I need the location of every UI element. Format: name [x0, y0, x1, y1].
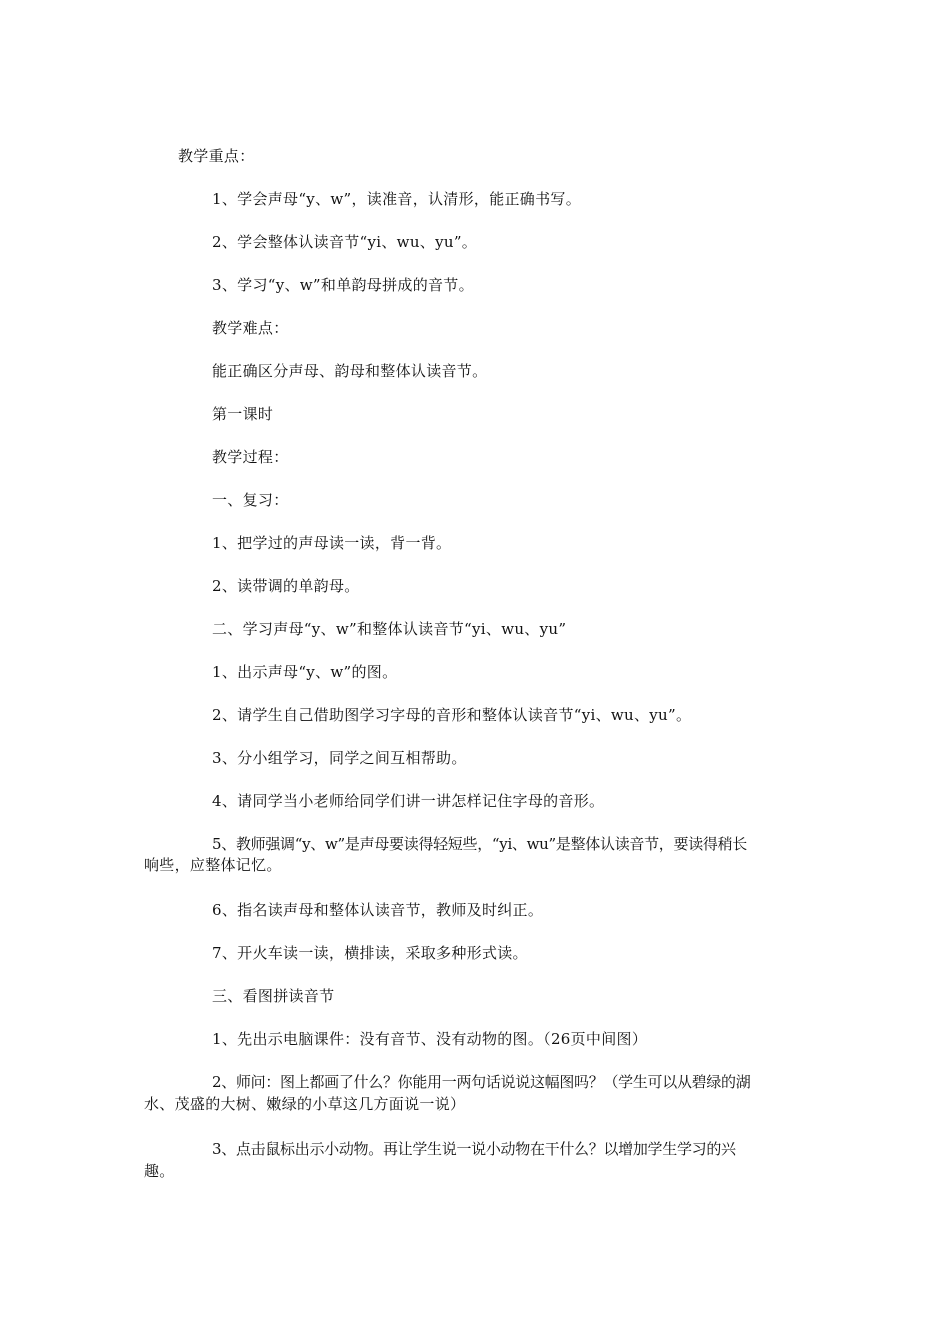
section-heading: 二、学习声母“y、w”和整体认读音节“yi、wu、yu”	[212, 620, 567, 638]
paragraph: 1、出示声母“y、w”的图。	[212, 663, 398, 681]
paragraph: 3、分小组学习，同学之间互相帮助。	[212, 749, 467, 767]
paragraph: 2、读带调的单韵母。	[212, 577, 360, 595]
section-heading: 三、看图拼读音节	[212, 987, 335, 1005]
heading-first-lesson: 第一课时	[212, 405, 274, 423]
paragraph-continuation: 响些，应整体记忆。	[144, 856, 282, 874]
paragraph: 1、先出示电脑课件：没有音节、没有动物的图。（26页中间图）	[212, 1030, 648, 1048]
paragraph: 2、学会整体认读音节“yi、wu、yu”。	[212, 233, 478, 251]
heading-teaching-process: 教学过程：	[212, 448, 289, 466]
paragraph: 能正确区分声母、韵母和整体认读音节。	[212, 362, 488, 380]
paragraph: 6、指名读声母和整体认读音节，教师及时纠正。	[212, 901, 544, 919]
paragraph-continuation: 水、茂盛的大树、嫩绿的小草这几方面说一说）	[144, 1095, 466, 1113]
paragraph: 1、学会声母“y、w”，读准音，认清形，能正确书写。	[212, 190, 581, 208]
paragraph: 7、开火车读一读，横排读，采取多种形式读。	[212, 944, 528, 962]
paragraph: 5、教师强调“y、w”是声母要读得轻短些，“yi、wu”是整体认读音节，要读得稍长	[212, 835, 748, 853]
heading-teaching-difficulty: 教学难点：	[212, 319, 289, 337]
paragraph: 2、师问：图上都画了什么？你能用一两句话说说这幅图吗？（学生可以从碧绿的湖	[212, 1073, 751, 1091]
paragraph: 3、点击鼠标出示小动物。再让学生说一说小动物在干什么？以增加学生学习的兴	[212, 1140, 736, 1158]
paragraph-continuation: 趣。	[144, 1162, 175, 1180]
section-heading: 一、复习：	[212, 491, 289, 509]
paragraph: 4、请同学当小老师给同学们讲一讲怎样记住字母的音形。	[212, 792, 605, 810]
paragraph: 3、学习“y、w”和单韵母拼成的音节。	[212, 276, 474, 294]
paragraph: 2、请学生自己借助图学习字母的音形和整体认读音节“yi、wu、yu”。	[212, 706, 692, 724]
paragraph: 1、把学过的声母读一读，背一背。	[212, 534, 452, 552]
heading-teaching-focus: 教学重点：	[178, 147, 255, 165]
